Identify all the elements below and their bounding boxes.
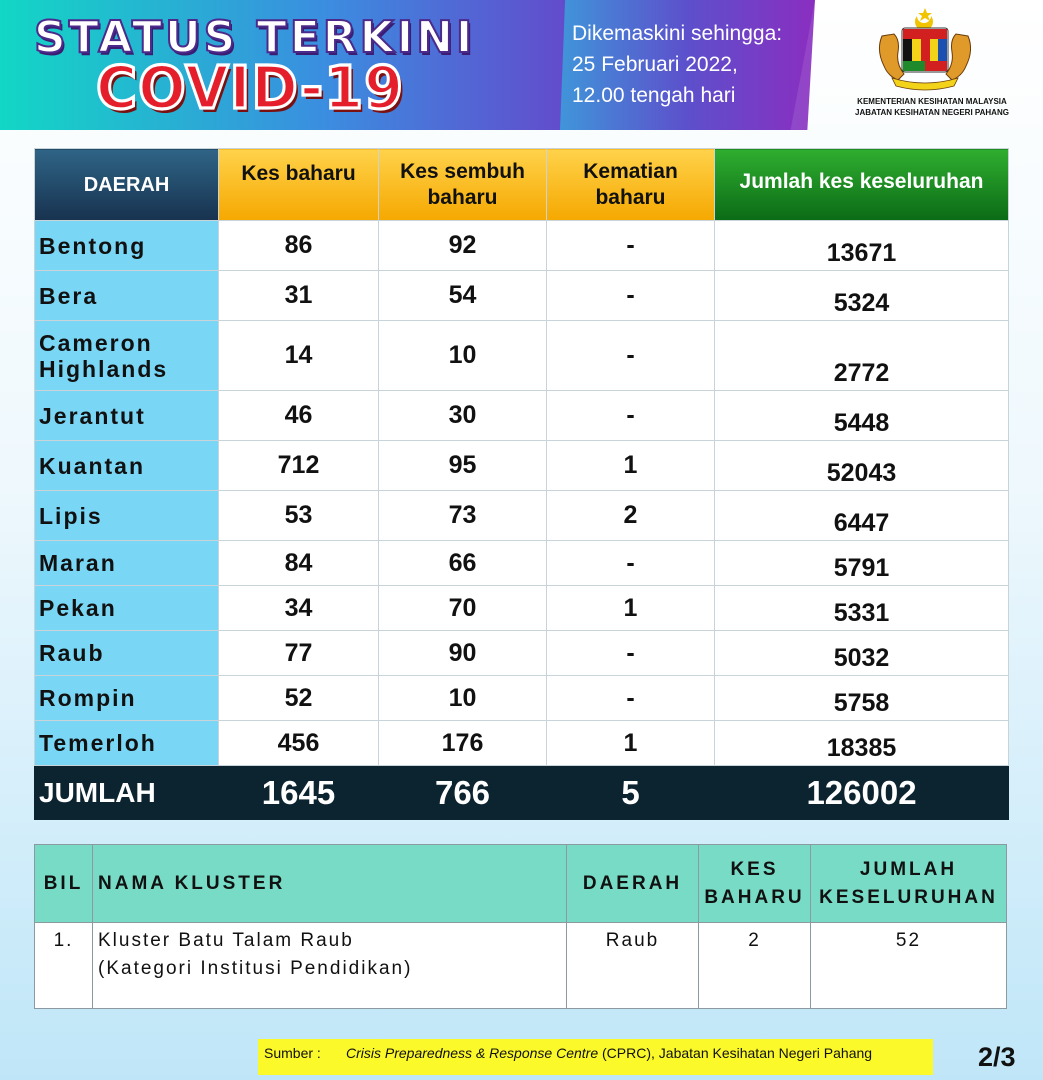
district-name: Lipis [35, 491, 219, 541]
table-row [35, 271, 1009, 321]
source-name-rest: (CPRC), Jabatan Kesihatan Negeri Pahang [598, 1045, 873, 1061]
district-name-line-1: Cameron [39, 329, 153, 356]
table-row [35, 321, 1009, 391]
district-name: Bentong [35, 221, 219, 271]
title-covid-19: COVID-19 [96, 54, 405, 123]
kes-sembuh-cell: 90 [379, 631, 547, 676]
totals-row [35, 766, 1009, 820]
kes-sembuh-cell: 66 [379, 541, 547, 586]
kes-baharu-cell: 84 [219, 541, 379, 586]
total-jumlah: 126002 [715, 766, 1009, 820]
kematian-cell: 1 [547, 586, 715, 631]
update-line-3: 12.00 tengah hari [572, 84, 736, 107]
cluster-header-kes-line-2: BAHARU [704, 886, 805, 908]
table-row [35, 676, 1009, 721]
update-line-2: 25 Februari 2022, [572, 53, 738, 76]
cluster-header-jumlah-line-1: JUMLAH [859, 858, 958, 880]
source-note [258, 1039, 933, 1075]
kes-baharu-cell: 77 [219, 631, 379, 676]
jumlah-cell: 13671 [715, 221, 1009, 271]
page-indicator: 2/3 [978, 1042, 1016, 1072]
kematian-cell: - [547, 321, 715, 391]
table-row [35, 541, 1009, 586]
table-row [35, 441, 1009, 491]
header [0, 0, 1043, 130]
kes-sembuh-cell: 176 [379, 721, 547, 766]
header-kes-sembuh-baharu [379, 149, 547, 221]
kematian-cell: - [547, 631, 715, 676]
update-timestamp [572, 18, 782, 111]
cluster-nama-line-2: (Kategori Institusi Pendidikan) [98, 958, 413, 979]
jumlah-cell: 18385 [715, 721, 1009, 766]
cluster-header-jumlah-line-2: KESELURUHAN [819, 886, 998, 908]
kes-sembuh-cell: 70 [379, 586, 547, 631]
totals-label: JUMLAH [35, 766, 219, 820]
jumlah-cell: 5758 [715, 676, 1009, 721]
cluster-bil: 1. [35, 923, 93, 1009]
source-name-italic: Crisis Preparedness & Response Centre [346, 1045, 599, 1061]
kes-sembuh-cell: 54 [379, 271, 547, 321]
district-name: Temerloh [35, 721, 219, 766]
table-row [35, 721, 1009, 766]
update-line-1: Dikemaskini sehingga: [572, 22, 783, 45]
district-name: Jerantut [35, 391, 219, 441]
table-row [35, 631, 1009, 676]
district-name: Bera [35, 271, 219, 321]
kes-baharu-cell: 31 [219, 271, 379, 321]
cluster-nama [93, 923, 567, 1009]
total-kematian: 5 [547, 766, 715, 820]
cluster-header-row [35, 845, 1007, 923]
title-status-terkini: STATUS TERKINI [34, 12, 476, 63]
kematian-cell: - [547, 221, 715, 271]
jumlah-cell: 5032 [715, 631, 1009, 676]
cluster-header-bil: BIL [35, 845, 93, 923]
kes-sembuh-cell: 92 [379, 221, 547, 271]
header-kematian-baharu [547, 149, 715, 221]
kematian-cell: 1 [547, 441, 715, 491]
district-name: Pekan [35, 586, 219, 631]
header-jumlah-kes-keseluruhan: Jumlah kes keseluruhan [715, 149, 1009, 221]
jumlah-cell: 5331 [715, 586, 1009, 631]
header-kematian-line-1: Kematian [583, 159, 678, 183]
header-kes-sembuh-line-2: baharu [427, 185, 498, 209]
jumlah-cell: 5791 [715, 541, 1009, 586]
table-row [35, 391, 1009, 441]
kes-baharu-cell: 14 [219, 321, 379, 391]
jumlah-cell: 5324 [715, 271, 1009, 321]
cluster-nama-line-1: Kluster Batu Talam Raub [98, 930, 354, 951]
source-label: Sumber : [264, 1045, 321, 1061]
jata-negara-logo-icon [870, 6, 980, 92]
district-name: Raub [35, 631, 219, 676]
kematian-cell: - [547, 271, 715, 321]
total-kes-baharu: 1645 [219, 766, 379, 820]
kes-sembuh-cell: 95 [379, 441, 547, 491]
total-kes-sembuh: 766 [379, 766, 547, 820]
kes-sembuh-cell: 30 [379, 391, 547, 441]
ministry-line-2: JABATAN KESIHATAN NEGERI PAHANG [855, 108, 1009, 117]
kes-sembuh-cell: 10 [379, 321, 547, 391]
cluster-kes-baharu: 2 [699, 923, 811, 1009]
header-kes-baharu: Kes baharu [219, 149, 379, 221]
cluster-header-jumlah [811, 845, 1007, 923]
kematian-cell: - [547, 676, 715, 721]
kes-baharu-cell: 53 [219, 491, 379, 541]
cluster-header-kes-baharu [699, 845, 811, 923]
ministry-name [832, 96, 1032, 118]
header-daerah: DAERAH [35, 149, 219, 221]
district-name-line-2: Highlands [39, 355, 169, 382]
cluster-jumlah: 52 [811, 923, 1007, 1009]
cluster-header-kes-line-1: KES [730, 858, 779, 880]
jumlah-cell: 52043 [715, 441, 1009, 491]
kes-baharu-cell: 712 [219, 441, 379, 491]
district-name: Maran [35, 541, 219, 586]
table-header-row [35, 149, 1009, 221]
kes-baharu-cell: 86 [219, 221, 379, 271]
covid-district-table [34, 148, 1009, 820]
kes-baharu-cell: 34 [219, 586, 379, 631]
kematian-cell: 1 [547, 721, 715, 766]
cluster-header-daerah: DAERAH [567, 845, 699, 923]
kes-baharu-cell: 52 [219, 676, 379, 721]
table-row [35, 491, 1009, 541]
district-name: Kuantan [35, 441, 219, 491]
kematian-cell: - [547, 391, 715, 441]
kes-sembuh-cell: 73 [379, 491, 547, 541]
kes-baharu-cell: 456 [219, 721, 379, 766]
kematian-cell: 2 [547, 491, 715, 541]
table-row [35, 221, 1009, 271]
ministry-line-1: KEMENTERIAN KESIHATAN MALAYSIA [857, 97, 1007, 106]
kes-baharu-cell: 46 [219, 391, 379, 441]
cluster-daerah: Raub [567, 923, 699, 1009]
kes-sembuh-cell: 10 [379, 676, 547, 721]
kematian-cell: - [547, 541, 715, 586]
header-kematian-line-2: baharu [595, 185, 666, 209]
jumlah-cell: 6447 [715, 491, 1009, 541]
jumlah-cell: 2772 [715, 321, 1009, 391]
jumlah-cell: 5448 [715, 391, 1009, 441]
header-kes-sembuh-line-1: Kes sembuh [400, 159, 525, 183]
district-name: Rompin [35, 676, 219, 721]
district-name [35, 321, 219, 391]
cluster-table [34, 844, 1007, 1009]
cluster-row [35, 923, 1007, 1009]
cluster-header-nama: NAMA KLUSTER [93, 845, 567, 923]
table-row [35, 586, 1009, 631]
